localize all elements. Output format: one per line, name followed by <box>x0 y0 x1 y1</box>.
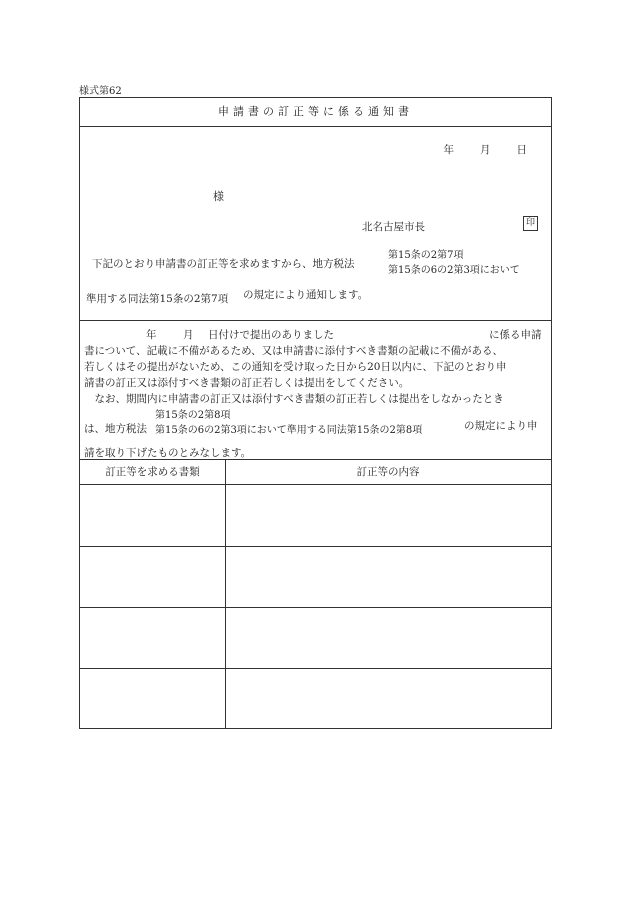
body-article-stack <box>155 408 422 438</box>
issuer-name: 北名古屋市長 <box>362 221 425 233</box>
seal-mark: 印 <box>523 216 538 231</box>
notice-line-2: 準用する同法第15条の2第7項 <box>86 293 229 305</box>
row-1-document[interactable] <box>84 489 221 543</box>
body-article-1: 第15条の2第8項 <box>155 410 231 421</box>
body-line-4: 請書の訂正又は添付すべき書類の訂正若しくは提出をしてください。 <box>84 377 410 389</box>
row-1-content[interactable] <box>230 489 546 543</box>
body-line-1-tail: に係る申請 <box>489 329 542 341</box>
body-year: 年 <box>146 329 157 341</box>
form-number: 様式第62 <box>79 86 122 97</box>
date-day: 日 <box>516 144 527 156</box>
row-4-content[interactable] <box>230 672 546 726</box>
body-line-6-head: は、地方税法 <box>84 423 147 435</box>
section-divider <box>80 320 551 321</box>
date-month: 月 <box>480 144 491 156</box>
header-document: 訂正等を求める書類 <box>105 466 200 478</box>
date-year: 年 <box>443 144 454 156</box>
body-line-2: 書について、記載に不備があるため、又は申請書に添付すべき書類の記載に不備がある、 <box>84 345 503 357</box>
form-title: 申請書の訂正等に係る通知書 <box>80 98 551 127</box>
row-2-content[interactable] <box>230 550 546 604</box>
body-line-7: 請を取り下げたものとみなします。 <box>84 447 252 459</box>
notice-form <box>79 97 552 729</box>
notice-line-2-tail: の規定により通知します。 <box>243 289 369 301</box>
body-day-text: 日付けで提出のありました <box>208 329 334 341</box>
row-divider <box>80 668 551 669</box>
row-4-document[interactable] <box>84 672 221 726</box>
addressee-suffix: 様 <box>213 190 224 203</box>
body-article-2: 第15条の6の2第3項において準用する同法第15条の2第8項 <box>155 425 423 436</box>
body-line-3: 若しくはその提出がないため、この通知を受け取った日から20日以内に、下記のとおり申 <box>84 361 507 373</box>
header-content: 訂正等の内容 <box>356 466 420 478</box>
table-header <box>80 459 551 485</box>
row-divider <box>80 546 551 547</box>
notice-article-2: 第15条の6の2第3項において <box>388 265 520 276</box>
date-line <box>444 142 528 157</box>
notice-article-1: 第15条の2第7項 <box>388 250 464 261</box>
notice-line-1: 下記のとおり申請書の訂正等を求めますから、地方税法 <box>92 258 355 270</box>
row-2-document[interactable] <box>84 550 221 604</box>
body-line-5: なお、期間内に申請書の訂正又は添付すべき書類の訂正若しくは提出をしなかったとき <box>84 393 504 405</box>
row-divider <box>80 607 551 608</box>
column-divider <box>225 459 226 729</box>
body-month: 月 <box>183 329 194 341</box>
notice-article-stack <box>388 248 520 278</box>
row-3-content[interactable] <box>230 611 546 665</box>
row-3-document[interactable] <box>84 611 221 665</box>
body-line-6-tail: の規定により申 <box>464 420 538 432</box>
